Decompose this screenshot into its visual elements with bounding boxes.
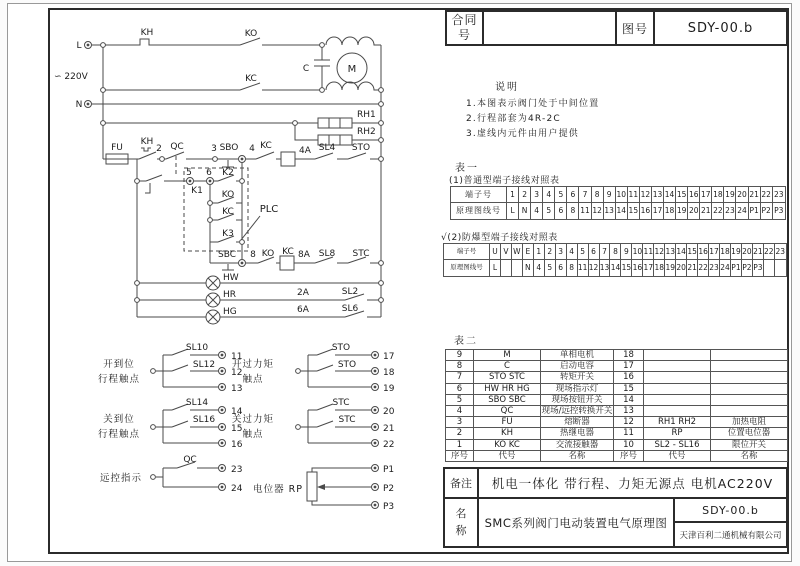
- table-cell: 22: [712, 203, 724, 219]
- explosion-proof-terminal-table: [443, 243, 787, 277]
- table-cell: 6: [446, 384, 474, 395]
- label-KC-aux: KC: [222, 207, 234, 217]
- table-cell: 21: [753, 244, 764, 260]
- table-cell: 22: [761, 187, 773, 203]
- table-cell: 5: [578, 244, 589, 260]
- table-cell: KH: [474, 428, 541, 439]
- label-QC-remote: QC: [183, 455, 197, 465]
- table-cell: [644, 350, 711, 361]
- company-box: [673, 521, 788, 548]
- note-3: 3.虚线内元件由用户提供: [466, 129, 579, 139]
- table-cell: 原理图线号: [451, 203, 507, 219]
- terminal-12: 12: [231, 368, 243, 378]
- table-cell: HW HR HG: [474, 384, 541, 395]
- label-wire4A: 4A: [299, 146, 311, 156]
- label-KC-coil: KC: [282, 247, 294, 257]
- table-cell: [764, 260, 775, 276]
- label-voltage: ∽ 220V: [54, 72, 88, 82]
- label-HW: HW: [223, 273, 239, 283]
- table-cell: RH1 RH2: [644, 417, 711, 428]
- table-cell: N: [523, 260, 534, 276]
- label-STC-a: STC: [332, 398, 350, 408]
- potentiometer-RP-body: [307, 472, 317, 501]
- table-cell: 热继电器: [541, 428, 614, 439]
- table-cell: 11: [578, 260, 589, 276]
- table-cell: 熔断器: [541, 417, 614, 428]
- table-cell: 23: [724, 203, 736, 219]
- table-cell: STO STC: [474, 372, 541, 383]
- table-cell: [501, 260, 512, 276]
- table-cell: 4: [543, 187, 555, 203]
- label-motor: M: [347, 64, 357, 75]
- label-STO-b: STO: [337, 360, 357, 370]
- table-row: [451, 203, 785, 219]
- terminal-16: 16: [231, 440, 243, 450]
- table-cell: 代号: [474, 451, 541, 462]
- table-cell: [711, 395, 787, 406]
- table-cell: P2: [742, 260, 753, 276]
- table-cell: 20: [688, 203, 700, 219]
- symbol-details: [141, 118, 340, 270]
- table-cell: 5: [555, 187, 567, 203]
- table-cell: 12: [614, 417, 644, 428]
- table-cell: 8: [567, 260, 578, 276]
- table-cell: 16: [614, 372, 644, 383]
- terminal-15: 15: [231, 424, 243, 434]
- label-KH-contact: KH: [140, 137, 154, 147]
- table-cell: 16: [640, 203, 652, 219]
- table-cell: 9: [604, 187, 616, 203]
- table-cell: 端子号: [451, 187, 507, 203]
- table-cell: M: [474, 350, 541, 361]
- label-RH1: RH1: [357, 110, 376, 120]
- table-cell: 端子号: [444, 244, 490, 260]
- group-close-travel-line1: 关到位: [103, 414, 135, 425]
- table-cell: SBO SBC: [474, 395, 541, 406]
- table-cell: 14: [614, 395, 644, 406]
- drawing-no-label-box: [615, 10, 655, 46]
- table-cell: 18: [664, 203, 676, 219]
- table-cell: 6: [589, 244, 600, 260]
- label-SBC: SBC: [217, 250, 237, 260]
- label-HR: HR: [223, 290, 237, 300]
- table-cell: [644, 372, 711, 383]
- label-node5: 5: [186, 168, 192, 178]
- footer-drawing-no: SDY-00.b: [702, 503, 759, 517]
- table-row: [446, 395, 787, 406]
- table-cell: 序号: [446, 451, 474, 462]
- table-cell: 17: [643, 260, 654, 276]
- table-cell: 3: [556, 244, 567, 260]
- table-cell: 13: [652, 187, 664, 203]
- table-cell: C: [474, 361, 541, 372]
- label-SL8: SL8: [318, 249, 336, 259]
- table1-title: 表一: [455, 163, 479, 174]
- remark-label-box: [443, 467, 479, 499]
- terminal-13: 13: [231, 384, 243, 394]
- drawing-no-label: 图号: [621, 21, 648, 36]
- table-cell: 10: [616, 187, 628, 203]
- terminal-21: 21: [383, 424, 395, 434]
- table-cell: 22: [698, 260, 709, 276]
- table-cell: 单相电机: [541, 350, 614, 361]
- label-STO-a: STO: [331, 343, 351, 353]
- table-cell: 15: [687, 244, 698, 260]
- coil-KC: [280, 256, 294, 270]
- table-cell: 24: [736, 203, 748, 219]
- group-close-travel-line2: 行程触点: [97, 429, 141, 440]
- label-K3: K3: [222, 229, 234, 239]
- table-cell: 2: [545, 244, 556, 260]
- label-RH2: RH2: [357, 127, 376, 137]
- label-HG: HG: [223, 307, 237, 317]
- table-cell: W: [512, 244, 523, 260]
- table-cell: 12: [640, 187, 652, 203]
- table2-caption-row: [441, 230, 558, 243]
- name-label: 名称: [455, 507, 467, 537]
- drawing-name: SMC系列阀门电动装置电气原理图: [484, 515, 668, 530]
- contract-no-label-box: [445, 10, 484, 46]
- table-row: [446, 451, 787, 462]
- company-name: 天津百利二通机械有限公司: [679, 530, 782, 541]
- note-1: 1.本图表示阀门处于中间位置: [466, 99, 600, 109]
- table-cell: 17: [709, 244, 720, 260]
- table-cell: P3: [774, 206, 784, 215]
- table-cell: 10: [632, 244, 643, 260]
- group-remote-indicator: 远控指示: [99, 473, 143, 484]
- table-cell: [644, 384, 711, 395]
- table-cell: 名称: [740, 450, 758, 461]
- table-cell: 14: [610, 260, 621, 276]
- table-cell: 15: [676, 187, 688, 203]
- label-node4: 4: [249, 144, 255, 154]
- label-capacitor: C: [302, 64, 310, 74]
- table-cell: 3: [446, 417, 474, 428]
- label-KC-main: KC: [245, 74, 257, 84]
- table-cell: E: [523, 244, 534, 260]
- table-cell: 18: [720, 244, 731, 260]
- table-cell: 15: [614, 384, 644, 395]
- table-cell: 原理图线号: [444, 260, 490, 276]
- group-close-torque-line2: 触点: [242, 429, 264, 440]
- table-cell: 19: [724, 187, 736, 203]
- table-cell: 现场/远控转换开关: [541, 405, 613, 416]
- table-cell: 名称: [541, 451, 614, 462]
- table-cell: 4: [531, 203, 543, 219]
- table-cell: QC: [474, 406, 541, 417]
- remark-content-box: [477, 467, 788, 499]
- table-row: [446, 384, 787, 395]
- table-cell: 24: [720, 260, 731, 276]
- terminal-P2: P2: [383, 484, 395, 494]
- table-cell: 15: [621, 260, 632, 276]
- table-cell: 2: [519, 187, 531, 203]
- table-cell: [512, 260, 523, 276]
- table-cell: 6: [567, 187, 579, 203]
- terminal-17: 17: [383, 352, 395, 362]
- table-cell: 3: [531, 187, 543, 203]
- table-cell: [644, 406, 711, 417]
- table-cell: 20: [676, 260, 687, 276]
- drawing-no-value-box: [653, 10, 788, 46]
- table-cell: 6: [556, 260, 567, 276]
- terminal-23: 23: [231, 465, 243, 475]
- table-cell: 18: [712, 187, 724, 203]
- table-cell: 6: [555, 203, 567, 219]
- table-cell: 22: [764, 244, 775, 260]
- table-cell: 8: [592, 187, 604, 203]
- table-cell: L: [490, 260, 501, 276]
- table-cell: 11: [643, 244, 654, 260]
- label-STO: STO: [351, 143, 371, 153]
- table-cell: 23: [775, 244, 786, 260]
- table-cell: 4: [567, 244, 578, 260]
- table-cell: 9: [446, 350, 474, 361]
- table-cell: KO KC: [474, 440, 541, 451]
- table-cell: P3: [753, 260, 764, 276]
- terminal-11: 11: [231, 352, 243, 362]
- table-cell: 8: [446, 361, 474, 372]
- table-cell: 18: [654, 260, 665, 276]
- table-cell: 17: [614, 361, 644, 372]
- label-N: N: [75, 100, 83, 110]
- label-SL2: SL2: [341, 287, 359, 297]
- table-cell: 现场指示灯: [541, 384, 614, 395]
- table-cell: [711, 372, 787, 383]
- label-K2: K2: [222, 168, 234, 178]
- table-cell: 16: [688, 187, 700, 203]
- table-row: [444, 244, 786, 260]
- table-cell: 13: [665, 244, 676, 260]
- label-node2: 2: [156, 144, 162, 154]
- contract-no-label: 合同号: [451, 13, 478, 42]
- normal-terminal-table: [450, 186, 786, 220]
- table-cell: P1: [731, 260, 742, 276]
- table-cell: 18: [614, 350, 644, 361]
- comp-table-title: 表二: [454, 336, 478, 347]
- table-cell: 23: [773, 187, 785, 203]
- label-KC-interlock: KC: [260, 141, 272, 151]
- table-cell: 12: [592, 203, 604, 219]
- table-cell: 11: [628, 187, 640, 203]
- table-cell: 8: [567, 203, 579, 219]
- table-cell: 2: [446, 428, 474, 439]
- table-cell: 4: [534, 260, 545, 276]
- table-cell: 20: [742, 244, 753, 260]
- table-cell: FU: [474, 417, 541, 428]
- label-SL16: SL16: [192, 415, 216, 425]
- coil-KO: [281, 152, 295, 166]
- label-2A: 2A: [297, 288, 309, 298]
- label-KO-interlock: KO: [261, 249, 275, 259]
- table-cell: 8: [610, 244, 621, 260]
- table-cell: V: [501, 244, 512, 260]
- table-row: [446, 361, 787, 372]
- label-PLC: PLC: [259, 204, 279, 215]
- label-KO-aux: KO: [221, 190, 235, 200]
- table-cell: 7: [600, 244, 611, 260]
- table-cell: 20: [736, 187, 748, 203]
- terminal-14: 14: [231, 407, 243, 417]
- table-cell: 21: [749, 187, 761, 203]
- label-SL10: SL10: [185, 343, 209, 353]
- label-STC-b: STC: [338, 415, 356, 425]
- table-cell: 19: [731, 244, 742, 260]
- table-cell: 21: [687, 260, 698, 276]
- remark-label: 备注: [450, 477, 472, 490]
- table-cell: 加热电阻: [711, 417, 787, 428]
- table-cell: [644, 395, 711, 406]
- table-cell: [711, 384, 787, 395]
- table-cell: 14: [676, 244, 687, 260]
- table-cell: SL2 - SL16: [644, 440, 711, 451]
- table-row: [446, 372, 787, 383]
- label-SL4: SL4: [318, 143, 336, 153]
- table-cell: 7: [446, 372, 474, 383]
- group-open-torque-line2: 触点: [242, 374, 264, 385]
- resistor-RH1: [318, 118, 352, 128]
- table-cell: 启动电容: [541, 361, 614, 372]
- table-cell: 5: [543, 203, 555, 219]
- notes-title: 说明: [495, 82, 519, 93]
- table-cell: 12: [654, 244, 665, 260]
- terminal-19: 19: [383, 384, 395, 394]
- table-cell: 19: [665, 260, 676, 276]
- table-cell: 16: [698, 244, 709, 260]
- label-node3: 3: [211, 144, 217, 154]
- table-cell: RP: [644, 428, 711, 439]
- table-cell: 21: [700, 203, 712, 219]
- terminal-P1: P1: [383, 465, 395, 475]
- label-FU: FU: [111, 143, 123, 153]
- table-cell: 限位开关: [711, 440, 787, 451]
- label-potentiometer-RP: 电位器 RP: [253, 484, 303, 495]
- terminal-24: 24: [231, 484, 243, 494]
- table-cell: 13: [604, 203, 616, 219]
- table-cell: N: [519, 203, 531, 219]
- label-SL14: SL14: [185, 398, 209, 408]
- table-cell: 13: [600, 260, 611, 276]
- table-cell: 11: [579, 203, 591, 219]
- table-cell: 17: [652, 203, 664, 219]
- table-cell: 1: [507, 187, 519, 203]
- table-cell: 5: [545, 260, 556, 276]
- drawing-no-value: SDY-00.b: [687, 20, 754, 36]
- table-cell: 5: [446, 395, 474, 406]
- table-cell: 4: [446, 406, 474, 417]
- table-cell: 14: [616, 203, 628, 219]
- table-cell: [644, 361, 711, 372]
- table-cell: 现场按钮开关: [541, 395, 614, 406]
- table-cell: [711, 406, 787, 417]
- terminal-22: 22: [383, 440, 395, 450]
- label-6A: 6A: [297, 305, 309, 315]
- table-cell: 15: [628, 203, 640, 219]
- label-K1: K1: [191, 186, 203, 196]
- table-cell: [711, 361, 787, 372]
- name-content-box: [477, 497, 675, 548]
- label-node6: 6: [206, 168, 212, 178]
- table-row: [446, 440, 787, 451]
- terminal-P3: P3: [383, 502, 395, 512]
- lamp-HG: [206, 310, 220, 324]
- table2-caption: (2)防爆型端子接线对照表: [447, 233, 558, 243]
- lamp-HR: [206, 293, 220, 307]
- table-cell: 交流接触器: [541, 440, 614, 451]
- group-open-travel-line2: 行程触点: [97, 374, 141, 385]
- table-cell: L: [507, 203, 519, 219]
- table-row: [451, 187, 785, 203]
- label-node8: 8: [250, 250, 256, 260]
- table-cell: [775, 260, 786, 276]
- table-cell: 代号: [644, 451, 711, 462]
- table-cell: [711, 350, 787, 361]
- terminal-20: 20: [383, 407, 395, 417]
- table-row: [446, 417, 787, 428]
- contract-no-value-box: [482, 10, 617, 46]
- name-label-box: [443, 497, 479, 548]
- remark-content: 机电一体化 带行程、力矩无源点 电机AC220V: [491, 476, 774, 491]
- table-cell: 16: [632, 260, 643, 276]
- terminal-18: 18: [383, 368, 395, 378]
- table-cell: P2: [761, 203, 773, 219]
- note-2: 2.行程部套为4R-2C: [466, 114, 561, 124]
- label-SL12: SL12: [192, 360, 216, 370]
- table-row: [444, 260, 786, 276]
- label-KH-main: KH: [140, 28, 154, 38]
- group-close-torque-line1: 关过力矩: [231, 414, 275, 425]
- label-SBO: SBO: [219, 143, 239, 153]
- label-KO-main: KO: [244, 29, 258, 39]
- table-cell: P1: [749, 203, 761, 219]
- table-cell: 9: [621, 244, 632, 260]
- table-cell: 转矩开关: [541, 372, 614, 383]
- table-row: [446, 406, 787, 417]
- rp-wiper-arrow: [317, 484, 325, 490]
- table-cell: U: [490, 244, 501, 260]
- table-cell: 12: [589, 260, 600, 276]
- table-cell: 13: [614, 406, 644, 417]
- table-cell: 7: [579, 187, 591, 203]
- group-open-travel-line1: 开到位: [103, 359, 135, 370]
- check-mark: √: [441, 233, 448, 243]
- table-cell: 19: [676, 203, 688, 219]
- table-cell: 序号: [614, 451, 644, 462]
- table1-caption: (1)普通型端子接线对照表: [449, 176, 560, 186]
- label-wire8A: 8A: [298, 250, 310, 260]
- table-cell: 1: [446, 440, 474, 451]
- label-STC: STC: [352, 249, 370, 259]
- component-table: [445, 349, 788, 462]
- lamp-HW: [206, 276, 220, 290]
- table-cell: 10: [614, 440, 644, 451]
- table-row: [446, 350, 787, 361]
- table-cell: 1: [534, 244, 545, 260]
- label-SL6: SL6: [341, 304, 359, 314]
- table-cell: 17: [700, 187, 712, 203]
- table-row: [446, 428, 787, 439]
- footer-drawing-no-box: [673, 497, 788, 523]
- table-cell: 14: [664, 187, 676, 203]
- group-open-torque-line1: 开过力矩: [231, 359, 275, 370]
- label-QC: QC: [170, 142, 184, 152]
- table-cell: 位置电位器: [711, 428, 787, 439]
- table-cell: 11: [614, 428, 644, 439]
- table-cell: 23: [709, 260, 720, 276]
- label-L: L: [76, 41, 82, 51]
